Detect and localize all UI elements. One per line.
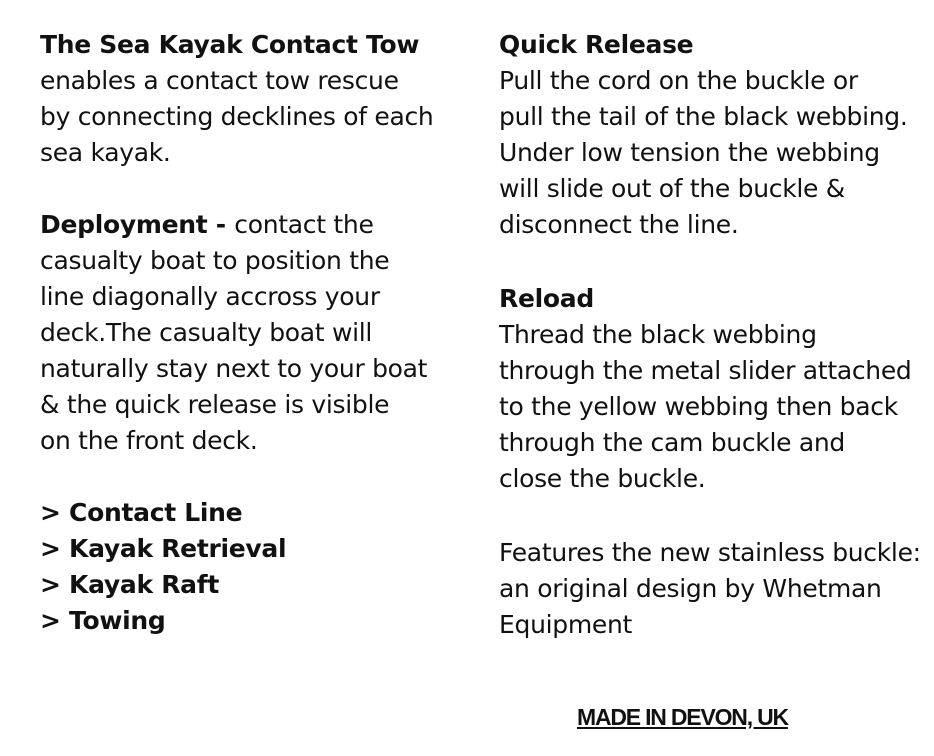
intro-line: enables a contact tow rescue — [40, 66, 399, 95]
quick-release-line: Under low tension the webbing — [499, 138, 880, 167]
deployment-first-line — [40, 207, 460, 243]
reload-line: close the buckle. — [499, 464, 706, 493]
reload-line: through the metal slider attached — [499, 356, 912, 385]
deployment-line: on the front deck. — [40, 426, 258, 455]
deployment-line: & the quick release is visible — [40, 390, 390, 419]
paragraph-gap — [499, 497, 919, 535]
use-item-contact-line: > Contact Line — [40, 498, 243, 527]
reload-line: to the yellow webbing then back — [499, 392, 898, 421]
quick-release-title: Quick Release — [499, 30, 694, 59]
reload-line: Thread the black webbing — [499, 320, 817, 349]
left-column — [40, 27, 460, 639]
paragraph-gap — [40, 171, 460, 207]
reload-title: Reload — [499, 284, 594, 313]
use-item-kayak-raft: > Kayak Raft — [40, 570, 219, 599]
deployment-line: deck.The casualty boat will — [40, 318, 373, 347]
deployment-first-rest: contact the — [234, 210, 374, 239]
deployment-label: Deployment - — [40, 210, 235, 239]
features-line: an original design by Whetman — [499, 574, 882, 603]
deployment-line: casualty boat to position the — [40, 246, 390, 275]
quick-release-line: Pull the cord on the buckle or — [499, 66, 858, 95]
quick-release-line: will slide out of the buckle & — [499, 174, 845, 203]
features-line: Equipment — [499, 610, 633, 639]
made-in-devon-label: MADE IN DEVON, UK — [577, 704, 788, 730]
intro-line: sea kayak. — [40, 138, 171, 167]
quick-release-line: disconnect the line. — [499, 210, 739, 239]
use-item-kayak-retrieval: > Kayak Retrieval — [40, 534, 287, 563]
use-item-towing: > Towing — [40, 606, 166, 635]
features-line: Features the new stainless buckle: — [499, 538, 921, 567]
intro-line: by connecting decklines of each — [40, 102, 434, 131]
deployment-line: line diagonally accross your — [40, 282, 380, 311]
right-column — [499, 27, 919, 643]
intro-title: The Sea Kayak Contact Tow — [40, 30, 420, 59]
quick-release-line: pull the tail of the black webbing. — [499, 102, 908, 131]
deployment-line: naturally stay next to your boat — [40, 354, 428, 383]
paragraph-gap — [499, 243, 919, 281]
reload-line: through the cam buckle and — [499, 428, 845, 457]
paragraph-gap — [40, 459, 460, 495]
